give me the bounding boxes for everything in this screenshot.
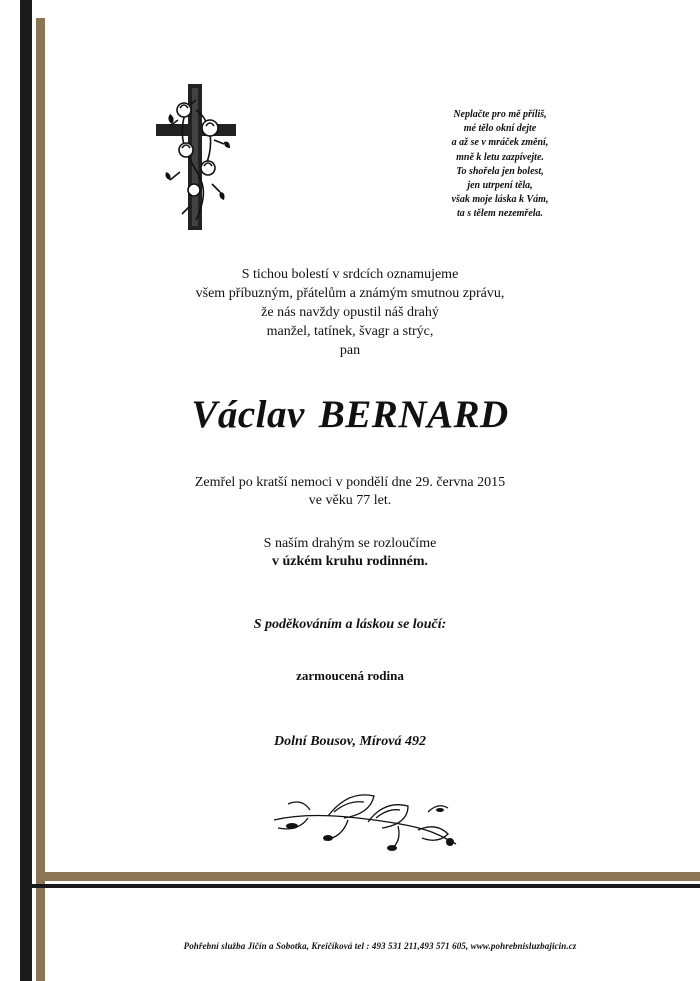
poem-line: však moje láska k Vám, xyxy=(451,194,549,206)
death-info-line: Zemřel po kratší nemoci v pondělí dne 29. června 2015 xyxy=(194,475,506,490)
border-brown-vertical xyxy=(36,18,45,981)
farewell-line: S naším drahým se rozloučíme xyxy=(263,536,437,551)
intro-line: S tichou bolestí v srdcích oznamujeme xyxy=(241,267,459,282)
rose-branch-icon xyxy=(268,782,463,857)
farewell-info xyxy=(160,535,540,571)
poem xyxy=(410,108,590,222)
poem-line: mně k letu zazpívejte. xyxy=(456,151,544,163)
border-brown-horizontal xyxy=(36,872,700,881)
family-signature: zarmoucená rodina xyxy=(296,668,404,683)
intro-line: všem příbuzným, přátelům a známým smutnou zprávu, xyxy=(195,286,505,301)
poem-line: ta s tělem nezemřela. xyxy=(456,208,544,220)
death-info-line: ve věku 77 let. xyxy=(308,493,392,508)
border-black-horizontal xyxy=(20,884,700,888)
farewell-line-bold: v úzkém kruhu rodinném. xyxy=(271,554,429,569)
cross-with-roses-icon xyxy=(150,80,242,232)
border-black-vertical xyxy=(20,0,32,981)
poem-line: To shořela jen bolest, xyxy=(456,165,544,177)
poem-line: a až se v mráček změní, xyxy=(451,137,549,149)
deceased-last-name: BERNARD xyxy=(318,393,509,436)
announcement-intro xyxy=(160,265,540,360)
deceased-first-name: Václav xyxy=(191,393,305,436)
intro-line: pan xyxy=(339,343,361,358)
death-info xyxy=(160,474,540,510)
poem-line: Neplačte pro mě příliš, xyxy=(453,109,547,120)
address-line: Dolní Bousov, Mírová 492 xyxy=(274,734,426,749)
deceased-name xyxy=(0,392,700,437)
thanks-line: S poděkováním a láskou se loučí: xyxy=(253,617,447,632)
intro-line: že nás navždy opustil náš drahý xyxy=(261,305,439,320)
poem-line: mé tělo okní dejte xyxy=(463,123,537,135)
funeral-service-footer: Pohřební služba Jičín a Sobotka, Kreičíková tel : 493 531 211,493 571 605, www.pohrebnisluzbajicin.cz xyxy=(183,941,577,951)
poem-line: jen utrpení těla, xyxy=(467,180,533,192)
intro-line: manžel, tatínek, švagr a strýc, xyxy=(266,324,434,339)
